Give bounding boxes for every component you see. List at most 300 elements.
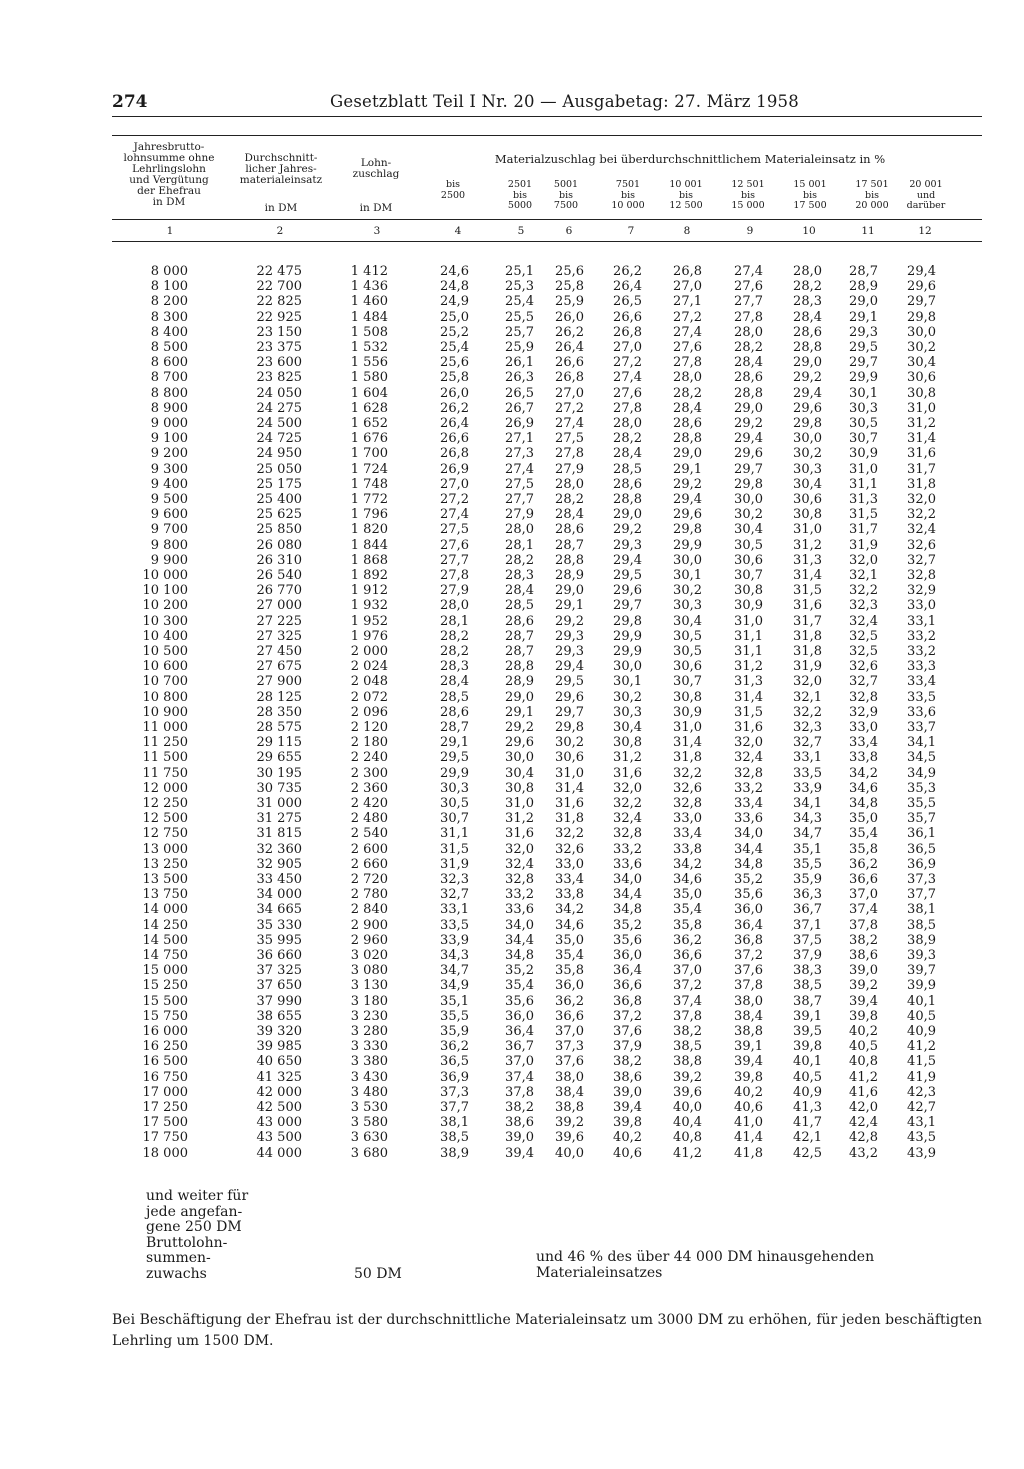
table-cell: 25 050 (256, 461, 302, 477)
table-cell: 26,4 (555, 340, 584, 355)
table-cell: 30,5 (673, 628, 702, 644)
table-cell: 32 905 (256, 856, 302, 872)
col1-header-line: in DM (152, 196, 186, 208)
table-cell: 30,4 (505, 765, 534, 781)
table-cell: 38,7 (793, 993, 822, 1009)
table-cell: 42,1 (793, 1130, 822, 1146)
table-cell: 33,8 (555, 887, 584, 903)
table-cell: 17 250 (142, 1100, 188, 1115)
table-cell: 34,4 (613, 887, 642, 903)
table-row (0, 902, 1024, 917)
table-cell: 28,9 (849, 279, 878, 295)
page-number: 274 (112, 92, 148, 112)
column-number: 5 (517, 225, 525, 237)
col3-header (340, 158, 412, 180)
table-cell: 3 680 (350, 1145, 388, 1161)
table-cell: 2 240 (350, 750, 388, 766)
table-cell: 29,0 (673, 446, 702, 462)
table-row (0, 659, 1024, 674)
table-cell: 34,6 (555, 917, 584, 933)
table-cell: 25,0 (440, 309, 469, 325)
col1-header-line: lohnsumme ohne (123, 152, 215, 164)
table-cell: 31,2 (793, 537, 822, 553)
table-cell: 40,2 (849, 1024, 878, 1039)
table-cell: 24 275 (256, 400, 302, 416)
table-cell: 28,5 (505, 598, 534, 614)
table-cell: 26,4 (613, 279, 642, 295)
table-cell: 37,8 (734, 978, 763, 994)
table-cell: 39,2 (849, 978, 878, 994)
table-cell: 35,2 (734, 872, 763, 887)
table-cell: 39,3 (907, 948, 936, 963)
table-cell: 28,2 (734, 340, 763, 355)
table-cell: 40 650 (256, 1054, 302, 1070)
col2-header (226, 153, 336, 186)
table-cell: 39,4 (849, 993, 878, 1009)
table-cell: 28,6 (440, 704, 469, 720)
table-cell: 32 360 (256, 841, 302, 857)
table-cell: 30 195 (256, 765, 302, 781)
table-cell: 1 892 (350, 568, 388, 583)
table-cell: 15 500 (142, 993, 188, 1009)
table-cell: 40,5 (907, 1008, 936, 1024)
table-cell: 33,0 (907, 598, 936, 614)
range-header-line: und (916, 189, 936, 201)
table-cell: 32,5 (849, 644, 878, 659)
table-cell: 31,3 (734, 674, 763, 690)
table-cell: 10 600 (142, 659, 188, 675)
table-cell: 3 630 (350, 1130, 388, 1146)
table-cell: 32,7 (849, 674, 878, 690)
table-cell: 29,6 (505, 735, 534, 751)
table-cell: 31,8 (673, 750, 702, 766)
table-cell: 39,1 (734, 1039, 763, 1055)
table-cell: 30,8 (793, 507, 822, 523)
column-number: 2 (276, 225, 284, 237)
table-cell: 37,7 (907, 887, 936, 903)
table-cell: 29,6 (555, 689, 584, 705)
table-cell: 27,8 (613, 400, 642, 416)
header-bottom-rule (112, 219, 982, 220)
table-cell: 28,7 (505, 628, 534, 644)
table-cell: 41 325 (256, 1069, 302, 1085)
table-cell: 30,9 (849, 446, 878, 462)
table-cell: 42,0 (849, 1100, 878, 1115)
table-cell: 40,9 (907, 1024, 936, 1039)
table-cell: 25,5 (505, 309, 534, 325)
table-cell: 31,8 (907, 476, 936, 492)
table-cell: 8 200 (150, 294, 188, 310)
table-cell: 28,0 (505, 522, 534, 538)
table-cell: 25,9 (505, 340, 534, 355)
table-cell: 29,2 (613, 522, 642, 538)
table-cell: 30 735 (256, 780, 302, 796)
table-row (0, 386, 1024, 401)
table-row (0, 583, 1024, 598)
table-cell: 31,2 (734, 659, 763, 675)
table-row (0, 781, 1024, 796)
table-cell: 34,0 (505, 917, 534, 933)
range-header-line: bis (621, 189, 635, 201)
table-cell: 1 460 (350, 294, 388, 310)
table-cell: 36,5 (440, 1054, 469, 1070)
table-cell: 31,4 (793, 568, 822, 583)
table-cell: 37 650 (256, 978, 302, 994)
table-cell: 27,4 (613, 370, 642, 386)
table-cell: 33,0 (673, 811, 702, 827)
table-cell: 15 000 (142, 963, 188, 979)
table-cell: 28,2 (440, 628, 469, 644)
table-cell: 32,8 (505, 872, 534, 887)
table-cell: 28,2 (505, 552, 534, 568)
table-row (0, 1115, 1024, 1130)
table-cell: 43,1 (907, 1115, 936, 1131)
table-cell: 38,5 (793, 978, 822, 994)
table-cell: 30,6 (673, 659, 702, 675)
table-cell: 36,2 (555, 993, 584, 1009)
table-cell: 2 096 (350, 704, 388, 720)
material-header-title: Materialzuschlag bei überdurchschnittlichem Materialeinsatz in % (494, 152, 886, 166)
table-cell: 3 380 (350, 1054, 388, 1070)
table-cell: 36,0 (505, 1008, 534, 1024)
table-cell: 27 225 (256, 613, 302, 629)
table-cell: 28,6 (613, 476, 642, 492)
table-cell: 29,7 (734, 461, 763, 477)
table-cell: 26,0 (440, 385, 469, 401)
table-cell: 34,4 (734, 841, 763, 857)
table-cell: 35 330 (256, 917, 302, 933)
table-cell: 40,2 (734, 1084, 763, 1100)
table-cell: 30,2 (907, 340, 936, 355)
table-cell: 28,9 (555, 568, 584, 583)
table-cell: 27,8 (673, 355, 702, 371)
table-cell: 34,7 (440, 963, 469, 979)
table-cell: 24,9 (440, 294, 469, 310)
table-cell: 32,2 (555, 826, 584, 842)
table-cell: 39,0 (505, 1130, 534, 1146)
table-cell: 27,0 (613, 340, 642, 355)
table-cell: 28,8 (734, 385, 763, 401)
table-cell: 30,8 (907, 385, 936, 401)
table-cell: 32,2 (673, 765, 702, 781)
table-cell: 26 540 (256, 568, 302, 583)
table-cell: 33,2 (505, 887, 534, 903)
table-row (0, 933, 1024, 948)
table-cell: 28,2 (440, 644, 469, 659)
table-cell: 30,4 (907, 355, 936, 371)
table-row (0, 750, 1024, 765)
column-number: 4 (454, 225, 462, 237)
table-cell: 31,1 (734, 628, 763, 644)
table-cell: 32,8 (907, 568, 936, 583)
table-cell: 13 500 (142, 872, 188, 887)
table-row (0, 462, 1024, 477)
table-cell: 34,7 (793, 826, 822, 842)
table-cell: 29,4 (734, 431, 763, 447)
table-cell: 24,6 (440, 264, 469, 279)
table-cell: 27,6 (734, 279, 763, 295)
table-cell: 31,4 (907, 431, 936, 447)
table-cell: 31,0 (555, 765, 584, 781)
table-cell: 33,9 (793, 780, 822, 796)
table-cell: 2 120 (350, 720, 388, 735)
table-cell: 39,7 (907, 963, 936, 979)
table-cell: 28,0 (793, 264, 822, 279)
running-head: Gesetzblatt Teil I Nr. 20 — Ausgabetag: 27. März 1958 (330, 92, 799, 111)
table-cell: 29,0 (613, 507, 642, 523)
table-cell: 39,4 (613, 1100, 642, 1115)
range-header-line: 5000 (507, 200, 533, 211)
table-cell: 31,6 (613, 765, 642, 781)
table-cell: 26,7 (505, 400, 534, 416)
table-cell: 29,9 (673, 537, 702, 553)
table-cell: 27,4 (440, 507, 469, 523)
table-cell: 26,9 (505, 416, 534, 431)
table-cell: 38,2 (849, 932, 878, 948)
table-cell: 29,3 (849, 324, 878, 340)
table-cell: 28,5 (440, 689, 469, 705)
table-cell: 29,8 (734, 476, 763, 492)
table-cell: 27,9 (555, 461, 584, 477)
table-cell: 27,7 (734, 294, 763, 310)
table-cell: 25,9 (555, 294, 584, 310)
table-cell: 26,8 (673, 264, 702, 279)
table-cell: 34,5 (907, 750, 936, 766)
table-cell: 34 665 (256, 902, 302, 918)
table-cell: 23 600 (256, 355, 302, 371)
table-cell: 29,9 (613, 628, 642, 644)
table-cell: 29,3 (613, 537, 642, 553)
table-cell: 31,6 (505, 826, 534, 842)
table-cell: 31,2 (505, 811, 534, 827)
table-cell: 30,7 (673, 674, 702, 690)
table-cell: 32,0 (505, 841, 534, 857)
table-cell: 16 500 (142, 1054, 188, 1070)
table-cell: 34,9 (440, 978, 469, 994)
table-cell: 31,7 (793, 613, 822, 629)
table-cell: 32,4 (734, 750, 763, 766)
table-cell: 29,5 (555, 674, 584, 690)
table-row (0, 340, 1024, 355)
table-cell: 14 500 (142, 932, 188, 948)
table-cell: 38,0 (555, 1069, 584, 1085)
table-cell: 32,2 (793, 704, 822, 720)
range-header (784, 180, 836, 212)
table-cell: 22 925 (256, 309, 302, 325)
table-row (0, 416, 1024, 431)
table-cell: 31,5 (849, 507, 878, 523)
table-cell: 29,4 (613, 552, 642, 568)
table-cell: 39,2 (673, 1069, 702, 1085)
table-cell: 14 750 (142, 948, 188, 963)
table-cell: 3 330 (350, 1039, 388, 1055)
table-cell: 25,1 (505, 264, 534, 279)
table-cell: 27,3 (505, 446, 534, 462)
table-cell: 24 500 (256, 416, 302, 431)
table-cell: 32,0 (613, 780, 642, 796)
table-cell: 29 655 (256, 750, 302, 766)
table-cell: 27,4 (505, 461, 534, 477)
table-cell: 17 500 (142, 1115, 188, 1131)
table-cell: 37 325 (256, 963, 302, 979)
range-header (896, 180, 956, 212)
table-cell: 24 950 (256, 446, 302, 462)
table-cell: 36,2 (440, 1039, 469, 1055)
table-cell: 32,6 (849, 659, 878, 675)
table-cell: 32,2 (907, 507, 936, 523)
table-cell: 2 960 (350, 932, 388, 948)
table-cell: 38,4 (555, 1084, 584, 1100)
table-row (0, 857, 1024, 872)
table-cell: 30,4 (673, 613, 702, 629)
table-cell: 22 475 (256, 264, 302, 279)
range-header-line: 7500 (553, 200, 579, 211)
table-cell: 38,2 (505, 1100, 534, 1115)
table-cell: 32,4 (907, 522, 936, 538)
range-header-line: 15 000 (731, 200, 765, 211)
table-cell: 36,4 (505, 1024, 534, 1039)
table-cell: 12 250 (142, 796, 188, 811)
table-cell: 41,5 (907, 1054, 936, 1070)
table-cell: 36,0 (555, 978, 584, 994)
table-cell: 10 200 (142, 598, 188, 614)
table-cell: 31,2 (907, 416, 936, 431)
table-cell: 28,7 (849, 264, 878, 279)
table-cell: 35,4 (673, 902, 702, 918)
table-cell: 30,3 (440, 780, 469, 796)
table-cell: 33,6 (613, 856, 642, 872)
table-row (0, 279, 1024, 294)
column-number: 9 (746, 225, 754, 237)
table-cell: 32,1 (849, 568, 878, 583)
table-cell: 30,6 (734, 552, 763, 568)
table-cell: 34,0 (734, 826, 763, 842)
table-cell: 31,6 (734, 720, 763, 735)
table-cell: 33,6 (907, 704, 936, 720)
table-cell: 27,7 (505, 492, 534, 507)
table-cell: 10 100 (142, 583, 188, 599)
table-cell: 35 995 (256, 932, 302, 948)
table-cell: 1 820 (350, 522, 388, 538)
table-cell: 40,2 (613, 1130, 642, 1146)
table-cell: 25 400 (256, 492, 302, 507)
table-cell: 25 625 (256, 507, 302, 523)
table-cell: 31 000 (256, 796, 302, 811)
table-cell: 25,6 (440, 355, 469, 371)
table-cell: 28,0 (555, 476, 584, 492)
table-cell: 16 250 (142, 1039, 188, 1055)
table-cell: 39,6 (555, 1130, 584, 1146)
table-cell: 29,1 (673, 461, 702, 477)
table-cell: 32,0 (793, 674, 822, 690)
table-cell: 38,5 (907, 917, 936, 933)
table-cell: 38,2 (613, 1054, 642, 1070)
table-cell: 29,6 (907, 279, 936, 295)
table-cell: 2 540 (350, 826, 388, 842)
table-cell: 32,4 (505, 856, 534, 872)
table-row (0, 355, 1024, 370)
range-header-line: bis (803, 189, 817, 201)
table-row (0, 978, 1024, 993)
table-cell: 28,7 (555, 537, 584, 553)
table-cell: 33,1 (440, 902, 469, 918)
table-row (0, 674, 1024, 689)
table-cell: 33,2 (734, 780, 763, 796)
table-cell: 29,4 (907, 264, 936, 279)
table-cell: 26,4 (440, 416, 469, 431)
table-cell: 26,8 (555, 370, 584, 386)
table-cell: 32,2 (849, 583, 878, 599)
table-cell: 30,4 (793, 476, 822, 492)
table-cell: 28,2 (613, 431, 642, 447)
table-cell: 2 420 (350, 796, 388, 811)
table-cell: 30,1 (673, 568, 702, 583)
table-cell: 41,4 (734, 1130, 763, 1146)
table-cell: 32,7 (793, 735, 822, 751)
table-cell: 27,9 (505, 507, 534, 523)
table-cell: 38,1 (907, 902, 936, 918)
table-cell: 35,8 (555, 963, 584, 979)
table-cell: 2 720 (350, 872, 388, 887)
table-cell: 28,6 (505, 613, 534, 629)
table-cell: 32,3 (793, 720, 822, 735)
table-cell: 27,5 (555, 431, 584, 447)
table-cell: 31 275 (256, 811, 302, 827)
table-cell: 30,7 (734, 568, 763, 583)
table-row (0, 872, 1024, 887)
range-header-line: 17 500 (793, 200, 827, 211)
table-cell: 37,6 (613, 1024, 642, 1039)
table-cell: 39,8 (849, 1008, 878, 1024)
table-cell: 37,6 (734, 963, 763, 979)
table-cell: 31,0 (505, 796, 534, 811)
range-header (428, 180, 478, 201)
table-cell: 9 800 (150, 537, 188, 553)
table-cell: 35,1 (793, 841, 822, 857)
table-cell: 31,0 (849, 461, 878, 477)
table-cell: 30,8 (673, 689, 702, 705)
table-cell: 40,5 (793, 1069, 822, 1085)
table-cell: 40,0 (555, 1145, 584, 1161)
table-cell: 13 250 (142, 856, 188, 872)
table-row (0, 1130, 1024, 1145)
table-cell: 43,9 (907, 1145, 936, 1161)
table-row (0, 644, 1024, 659)
table-cell: 35,4 (849, 826, 878, 842)
table-cell: 28,6 (793, 324, 822, 340)
table-cell: 29,1 (849, 309, 878, 325)
table-cell: 40,1 (793, 1054, 822, 1070)
table-cell: 36,6 (613, 978, 642, 994)
table-cell: 25,4 (505, 294, 534, 310)
table-cell: 34,8 (505, 948, 534, 963)
table-cell: 33,2 (613, 841, 642, 857)
trailer-note-line: und 46 % des über 44 000 DM hinausgehenden (536, 1249, 875, 1265)
table-cell: 31,1 (734, 644, 763, 659)
table-cell: 29,2 (734, 416, 763, 431)
table-cell: 16 750 (142, 1069, 188, 1085)
table-cell: 24 725 (256, 431, 302, 447)
table-cell: 40,6 (613, 1145, 642, 1161)
table-cell: 29,9 (440, 765, 469, 781)
table-cell: 25,6 (555, 264, 584, 279)
col2-header-line: Durchschnitt- (244, 152, 318, 164)
table-cell: 32,2 (613, 796, 642, 811)
table-cell: 42,5 (793, 1145, 822, 1161)
table-cell: 31,6 (907, 446, 936, 462)
table-cell: 30,9 (734, 598, 763, 614)
table-cell: 40,5 (849, 1039, 878, 1055)
